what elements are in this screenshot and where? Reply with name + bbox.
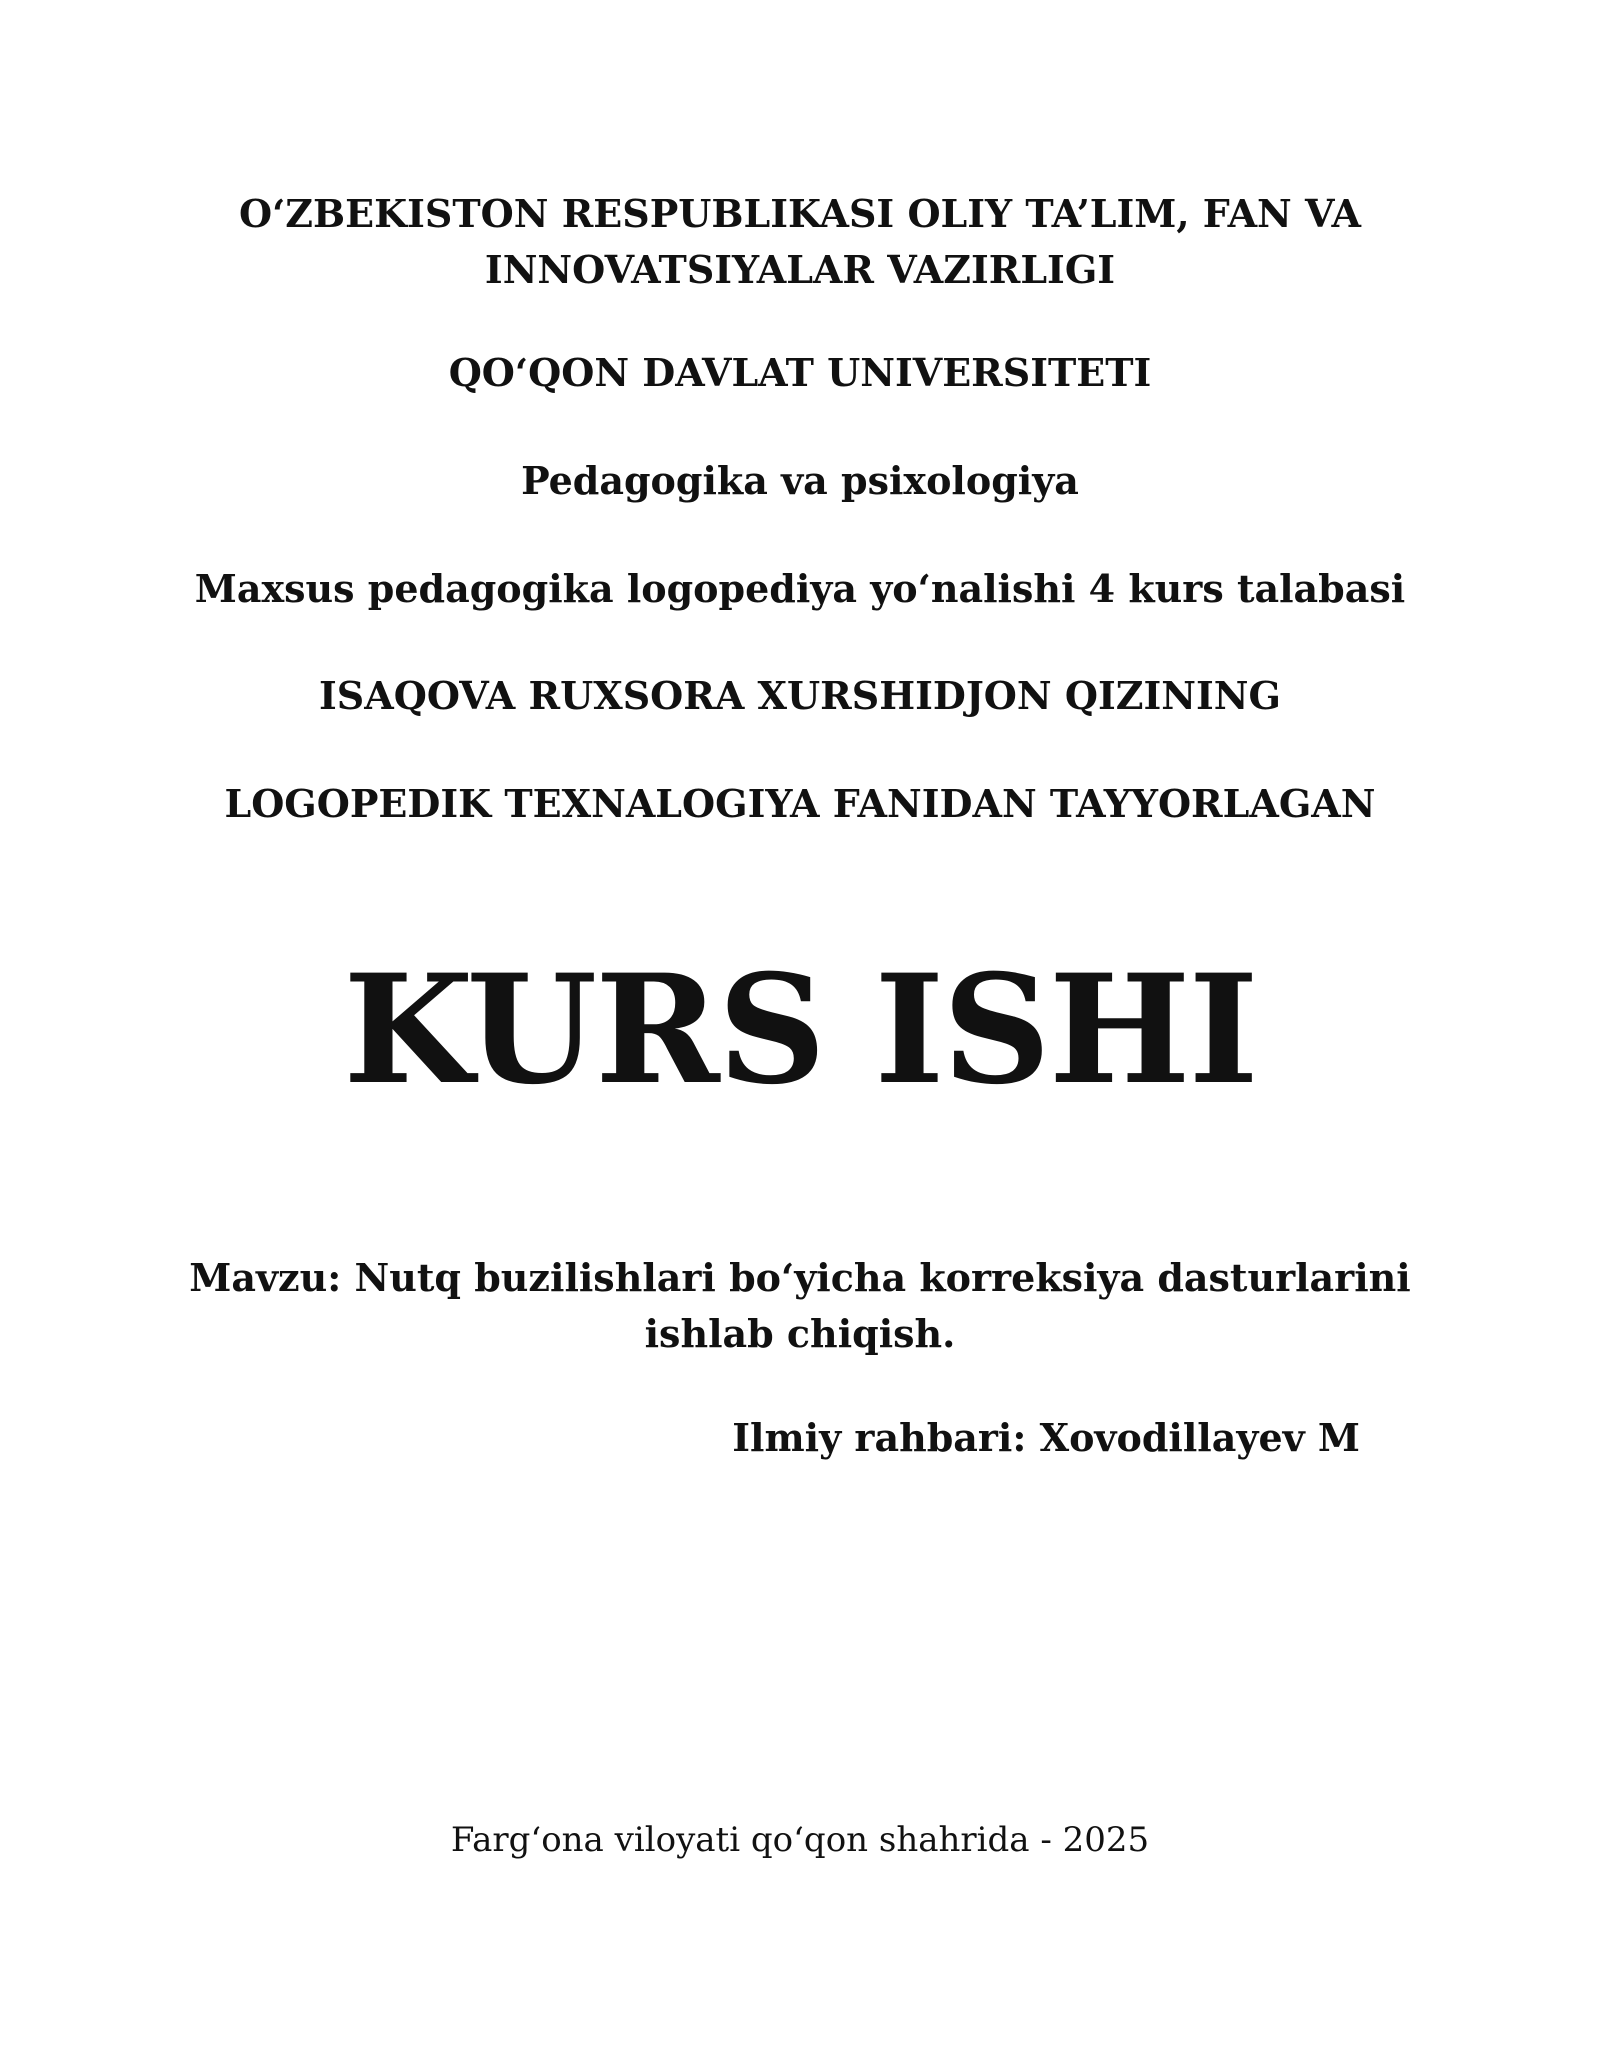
subject-line: LOGOPEDIK TEXNALOGIYA FANIDAN TAYYORLAGAN — [224, 781, 1376, 826]
ministry-line-1: O‘ZBEKISTON RESPUBLIKASI OLIY TA’LIM, FAN VA — [238, 191, 1362, 236]
topic — [0, 1250, 1600, 1362]
student-name: ISAQOVA RUXSORA XURSHIDJON QIZINING — [319, 673, 1281, 718]
ministry-line-2: INNOVATSIYALAR VAZIRLIGI — [484, 247, 1116, 292]
supervisor: Ilmiy rahbari: Xovodillayev M — [732, 1415, 1360, 1460]
university-name: QO‘QON DAVLAT UNIVERSITETI — [448, 350, 1152, 395]
document-title: KURS ISHI — [343, 942, 1257, 1118]
place-and-year: Farg‘ona viloyati qo‘qon shahrida - 2025 — [450, 1820, 1150, 1860]
topic-line-2: ishlab chiqish. — [644, 1311, 956, 1356]
student-direction: Maxsus pedagogika logopediya yo‘nalishi 4 kurs talabasi — [194, 566, 1406, 611]
topic-line-1: Mavzu: Nutq buzilishlari bo‘yicha korreksiya dasturlarini — [189, 1255, 1411, 1300]
faculty-name: Pedagogika va psixologiya — [521, 458, 1079, 503]
ministry-name — [0, 186, 1600, 298]
